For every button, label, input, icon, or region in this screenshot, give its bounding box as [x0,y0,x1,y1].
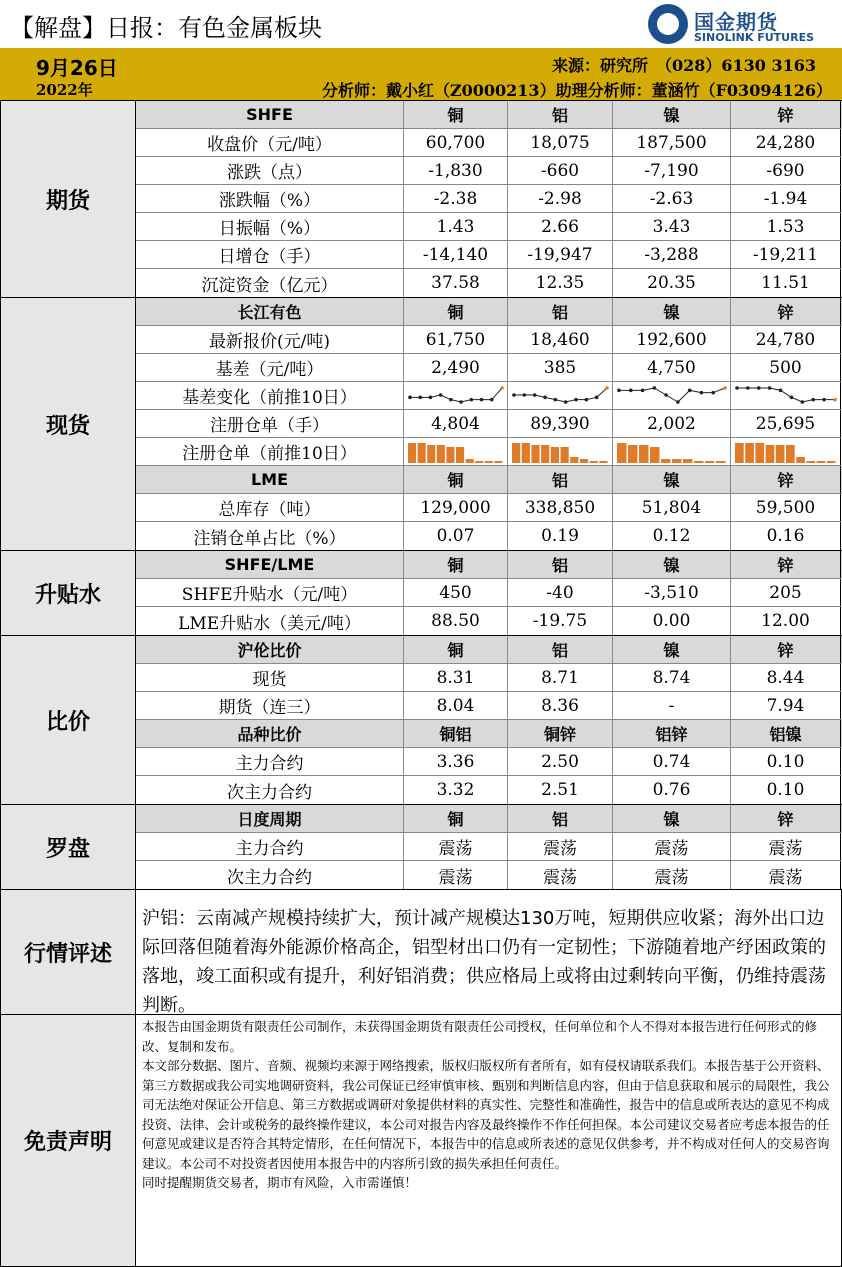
section-label: 罗盘 [0,805,136,889]
sparkline-bar [765,445,774,463]
sparkline-point [532,393,536,397]
value-cell: -19.75 [508,607,613,635]
value-cell: -2.38 [404,185,508,212]
row-label-cell: 涨跌幅（%） [136,185,404,212]
value-cell: 3.43 [613,213,731,240]
value-cell: 4,750 [613,354,731,381]
table-row [136,664,842,692]
header-cell: 镍 [613,101,731,128]
row-label-cell: 主力合约 [136,748,404,775]
sparkline-bar [475,461,483,463]
sparkline-bar [579,459,587,463]
sparkline-point [512,393,516,397]
header-cell: 铜铝 [404,720,508,747]
sparkline-point [676,400,680,404]
value-cell: 205 [731,579,841,606]
sparkline-bar [683,459,693,463]
sparkline-bar [512,443,520,463]
sparkline-point [723,386,727,390]
row-label-cell: 次主力合约 [136,776,404,804]
table-row [136,157,842,185]
header-cell: 锌 [731,636,841,663]
sparkline-path [619,388,725,402]
table-row [136,494,842,522]
value-cell: 61,750 [404,326,508,353]
sparkline-point [822,397,826,401]
logo-text-en: SINOLINK FUTURES [694,31,815,44]
sparkline-bar [417,443,425,463]
sparkline-point [449,397,453,401]
sparkline-bar [650,447,660,463]
sparkline-point [605,386,609,390]
header-cell: 铜 [404,551,508,578]
sparkline-bar [408,443,416,463]
sparkline-bar [570,457,578,463]
sparkline-point [563,400,567,404]
compass-section [0,805,842,890]
value-cell: 0.74 [613,748,731,775]
value-cell: 18,460 [508,326,613,353]
row-label-cell: 涨跌（点） [136,157,404,184]
value-cell: -19,947 [508,241,613,268]
value-cell: 2.50 [508,748,613,775]
header-cell: 沪伦比价 [136,636,404,663]
sparkline-bar [745,443,754,463]
row-label-cell: 注销仓单占比（%） [136,522,404,550]
section-label: 免责声明 [0,1015,136,1266]
value-cell: 8.36 [508,692,613,719]
table-row [136,776,842,804]
value-cell: 8.71 [508,664,613,691]
sparkline-bar [796,457,805,463]
row-label-cell: 主力合约 [136,833,404,860]
sparkline [510,383,611,409]
value-cell: 192,600 [613,326,731,353]
header-cell: 铝 [508,466,613,493]
sparkline-point [418,395,422,399]
logo-icon [648,4,688,44]
disclaimer-paragraph: 本报告由国金期货有限责任公司制作，未获得国金期货有限责任公司授权，任何单位和个人不得对本报告进行任何形式的修改、复制和发布。 [142,1019,818,1054]
value-cell: 12.35 [508,269,613,297]
sparkline-bar [427,445,435,463]
sparkline-bar [628,445,638,463]
header-cell: 铜 [404,805,508,832]
sparkline [615,383,729,409]
sparkline-point [408,395,412,399]
header-cell: 镍 [613,636,731,663]
sparkline-point [767,386,771,390]
value-cell: 187,500 [613,129,731,156]
sparkline-point [756,386,760,390]
value-cell: 0.07 [404,522,508,550]
header-cell: 锌 [731,298,841,325]
value-cell: 8.74 [613,664,731,691]
header-cell: 铝 [508,551,613,578]
value-cell: 震荡 [613,861,731,889]
table-row [136,692,842,720]
value-cell: 4,804 [404,410,508,437]
futures-section [0,101,842,298]
sparkline-point [428,395,432,399]
table-row [136,607,842,635]
header-cell: 铝锌 [613,720,731,747]
value-cell: 3.36 [404,748,508,775]
sparkline-point [553,397,557,401]
sparkline-bar [639,445,649,463]
sparkline-point [652,386,656,390]
spot-section [0,298,842,551]
value-cell: 0.00 [613,607,731,635]
bar-sparkline [406,439,506,465]
value-cell: 2,002 [613,410,731,437]
value-cell: -3,288 [613,241,731,268]
value-cell: -1,830 [404,157,508,184]
sparkline-bar [816,461,825,463]
sparkline-point [789,395,793,399]
header-cell: 锌 [731,466,841,493]
row-label-cell: SHFE升贴水（元/吨） [136,579,404,606]
header-cell: 镍 [613,466,731,493]
data-grid [0,100,842,1267]
row-label-cell: 总库存（吨） [136,494,404,521]
sparkline-bar [755,443,764,463]
sparkline-point [800,400,804,404]
value-cell: -690 [731,157,841,184]
disclaimer-paragraph: 同时提醒期货交易者，期市有风险，入市需谨慎！ [142,1175,418,1190]
sparkline-bar [456,447,464,463]
value-cell: 震荡 [508,861,613,889]
value-cell: 88.50 [404,607,508,635]
sparkline-point [489,397,493,401]
header-cell: 铝镍 [731,720,841,747]
header-cell: 铜 [404,636,508,663]
sparkline-bar [617,443,627,463]
table-row [136,269,842,297]
value-cell: 11.51 [731,269,841,297]
sparkline-cell [508,382,613,409]
sparkline-point [469,397,473,401]
section-label: 升贴水 [0,551,136,635]
row-label-cell: 最新报价(元/吨) [136,326,404,353]
row-label-cell: 基差（元/吨） [136,354,404,381]
sparkline-bar [735,443,744,463]
sparkline-bar [826,461,835,463]
row-label-cell: 期货（连三） [136,692,404,719]
value-cell: - [613,692,731,719]
sparkline-point [522,393,526,397]
table-row [136,861,842,889]
sparkline-cell [613,382,731,409]
sparkline-bar [531,445,539,463]
row-label-cell: 基差变化（前推10日） [136,382,404,409]
table-header-row [136,636,842,664]
value-cell: 2.66 [508,213,613,240]
sparkline-bar [484,461,492,463]
sparkline-point [479,397,483,401]
value-cell: -40 [508,579,613,606]
row-label-cell: 日振幅（%） [136,213,404,240]
header-cell: 铜 [404,466,508,493]
sparkline-cell [731,382,841,409]
ratio-section [0,636,842,805]
table-header-row [136,551,842,579]
value-cell: 450 [404,579,508,606]
sparkline-bar [672,459,682,463]
report-title: 【解盘】日报：有色金属板块 [10,14,322,42]
bar-sparkline [733,439,839,465]
value-cell: 0.10 [731,748,841,775]
value-cell: -2.98 [508,185,613,212]
sparkline-bar [550,447,558,463]
value-cell: -3,510 [613,579,731,606]
value-cell: 1.53 [731,213,841,240]
sparkline-point [833,397,837,401]
header-cell: 锌 [731,101,841,128]
table-row [136,326,842,354]
table-row [136,185,842,213]
bar-sparkline [615,439,729,465]
sparkline-bar [661,459,671,463]
value-cell: 震荡 [508,833,613,860]
sparkline-bar [494,461,502,463]
value-cell: 1.43 [404,213,508,240]
value-cell: 2.51 [508,776,613,804]
sparkline [733,383,839,409]
sparkline-path [737,388,835,402]
sparkline-point [699,390,703,394]
sparkline-bar [446,447,454,463]
value-cell: 500 [731,354,841,381]
value-cell: 7.94 [731,692,841,719]
value-cell: 51,804 [613,494,731,521]
value-cell: 0.12 [613,522,731,550]
header-cell: 锌 [731,805,841,832]
logo-text-cn: 国金期货 [694,10,778,34]
report-header-bar [0,48,842,100]
header-cell: 镍 [613,805,731,832]
value-cell: 89,390 [508,410,613,437]
report-date: 9月26日 [36,56,118,80]
header-cell: 铜锌 [508,720,613,747]
header-cell: 镍 [613,551,731,578]
row-label-cell: 沉淀资金（亿元） [136,269,404,297]
bar-sparkline-cell [508,438,613,465]
sparkline-bar [786,445,795,463]
table-row [136,354,842,382]
basis-trend-row [136,382,842,410]
value-cell: -19,211 [731,241,841,268]
value-cell: 20.35 [613,269,731,297]
row-label-cell: 收盘价（元/吨） [136,129,404,156]
value-cell: 8.04 [404,692,508,719]
value-cell: 24,780 [731,326,841,353]
bar-sparkline [510,439,611,465]
table-header-row [136,805,842,833]
analyst-info: 分析师：戴小红（Z0000213）助理分析师：董涵竹（F03094126） [321,81,832,100]
value-cell: 129,000 [404,494,508,521]
table-header-row [136,101,842,129]
disclaimer-section [0,1015,842,1267]
section-label: 比价 [0,636,136,804]
header-cell: 铝 [508,805,613,832]
header-cell: 镍 [613,298,731,325]
header-cell: SHFE/LME [136,551,404,578]
sparkline-point [594,395,598,399]
value-cell: 59,500 [731,494,841,521]
value-cell: 24,280 [731,129,841,156]
table-header-row [136,466,842,494]
sparkline-point [584,397,588,401]
sparkline-point [459,400,463,404]
table-row [136,213,842,241]
sparkline-point [438,393,442,397]
value-cell: 2,490 [404,354,508,381]
value-cell: 8.44 [731,664,841,691]
premium-section [0,551,842,636]
value-cell: 0.16 [731,522,841,550]
sparkline-path [410,388,502,402]
sparkline-point [640,388,644,392]
table-header-row [136,298,842,326]
sparkline-point [574,397,578,401]
table-row [136,748,842,776]
header-cell: 锌 [731,551,841,578]
header-cell: 铝 [508,101,613,128]
sparkline-bar [589,461,597,463]
sparkline-point [746,386,750,390]
value-cell: 3.32 [404,776,508,804]
header-cell: 铜 [404,298,508,325]
sparkline-point [687,388,691,392]
table-header-row [136,720,842,748]
value-cell: 338,850 [508,494,613,521]
value-cell: 385 [508,354,613,381]
report-year: 2022年 [36,81,93,99]
value-cell: -660 [508,157,613,184]
company-logo [648,4,838,46]
header-cell: 品种比价 [136,720,404,747]
sparkline-bar [705,461,715,463]
value-cell: -7,190 [613,157,731,184]
value-cell: -2.63 [613,185,731,212]
value-cell: 震荡 [613,833,731,860]
table-row [136,833,842,861]
row-label-cell: 注册仓单（前推10日） [136,438,404,465]
sparkline-bar [541,445,549,463]
header-cell: 铜 [404,101,508,128]
sparkline-point [617,388,621,392]
sparkline-path [514,388,607,402]
section-label: 期货 [0,101,136,297]
sparkline-bar [465,459,473,463]
row-label-cell: LME升贴水（美元/吨） [136,607,404,635]
sparkline-point [811,397,815,401]
sparkline-bar [775,445,784,463]
header-cell: 长江有色 [136,298,404,325]
table-row [136,522,842,550]
sparkline-point [500,386,504,390]
value-cell: 震荡 [404,833,508,860]
sparkline-bar [436,445,444,463]
table-row [136,129,842,157]
sparkline [406,383,506,409]
source-info: 来源：研究所 （028）6130 3163 [551,56,816,75]
value-cell: 0.10 [731,776,841,804]
value-cell: 60,700 [404,129,508,156]
disclaimer-paragraph: 本文部分数据、图片、音频、视频均来源于网络搜索，版权归版权所有者所有，如有侵权请联系我们。本报告基于公开资料、第三方数据或我公司实地调研资料，我公司保证已经审慎审核、甄别和判断信息内容，但由于信息获取和展示的局限性，我公司无法绝对保证公开信息、第三方数据或调研对象提供材料的真实性、完整性和准确性，报告中的信息或所表达的意见不构成投资、法律、会计或税务的最终操作建议，本公司对报告内容及最终操作不作任何担保。本公司建议交易者应考虑本报告的任何意见或建议是否符合其特定情形，在任何情况下，本报告中的信息或所表述的意见仅供参考，并不构成对任何人的交易咨询建议。本公司不对投资者因使用本报告中的内容所引致的损失承担任何责任。 [142,1058,830,1171]
row-label-cell: 现货 [136,664,404,691]
value-cell: 震荡 [731,861,841,889]
value-cell: -14,140 [404,241,508,268]
warrant-trend-row [136,438,842,466]
sparkline-point [735,386,739,390]
value-cell: 18,075 [508,129,613,156]
sparkline-cell [404,382,508,409]
section-label: 行情评述 [0,890,136,1014]
table-row [136,579,842,607]
header-cell: 日度周期 [136,805,404,832]
sparkline-bar [806,461,815,463]
table-row [136,241,842,269]
value-cell: -1.94 [731,185,841,212]
value-cell: 8.31 [404,664,508,691]
header-cell: SHFE [136,101,404,128]
bar-sparkline-cell [731,438,841,465]
sparkline-point [664,393,668,397]
sparkline-bar [560,447,568,463]
header-cell: 铝 [508,636,613,663]
sparkline-bar [694,461,704,463]
sparkline-bar [716,461,726,463]
sparkline-point [628,388,632,392]
row-label-cell: 日增仓（手） [136,241,404,268]
value-cell: 0.19 [508,522,613,550]
sparkline-point [543,395,547,399]
sparkline-point [711,390,715,394]
sparkline-point [778,388,782,392]
value-cell: 震荡 [731,833,841,860]
disclaimer-text [136,1015,842,1266]
sparkline-bar [599,461,607,463]
review-section [0,890,842,1015]
sparkline-bar [521,443,529,463]
value-cell: 25,695 [731,410,841,437]
value-cell: 12.00 [731,607,841,635]
header-cell: LME [136,466,404,493]
header-cell: 铝 [508,298,613,325]
market-review-text: 沪铝：云南减产规模持续扩大，预计减产规模达130万吨，短期供应收紧；海外出口边际回落但随着海外能源价格高企，铝型材出口仍有一定韧性；下游随着地产纾困政策的落地，竣工面积或有提升，利好铝消费；供应格局上或将由过剩转向平衡，仍维持震荡判断。 [136,890,842,1014]
row-label-cell: 注册仓单（手） [136,410,404,437]
bar-sparkline-cell [404,438,508,465]
value-cell: 0.76 [613,776,731,804]
value-cell: 震荡 [404,861,508,889]
table-row [136,410,842,438]
bar-sparkline-cell [613,438,731,465]
row-label-cell: 次主力合约 [136,861,404,889]
value-cell: 37.58 [404,269,508,297]
section-label: 现货 [0,298,136,550]
